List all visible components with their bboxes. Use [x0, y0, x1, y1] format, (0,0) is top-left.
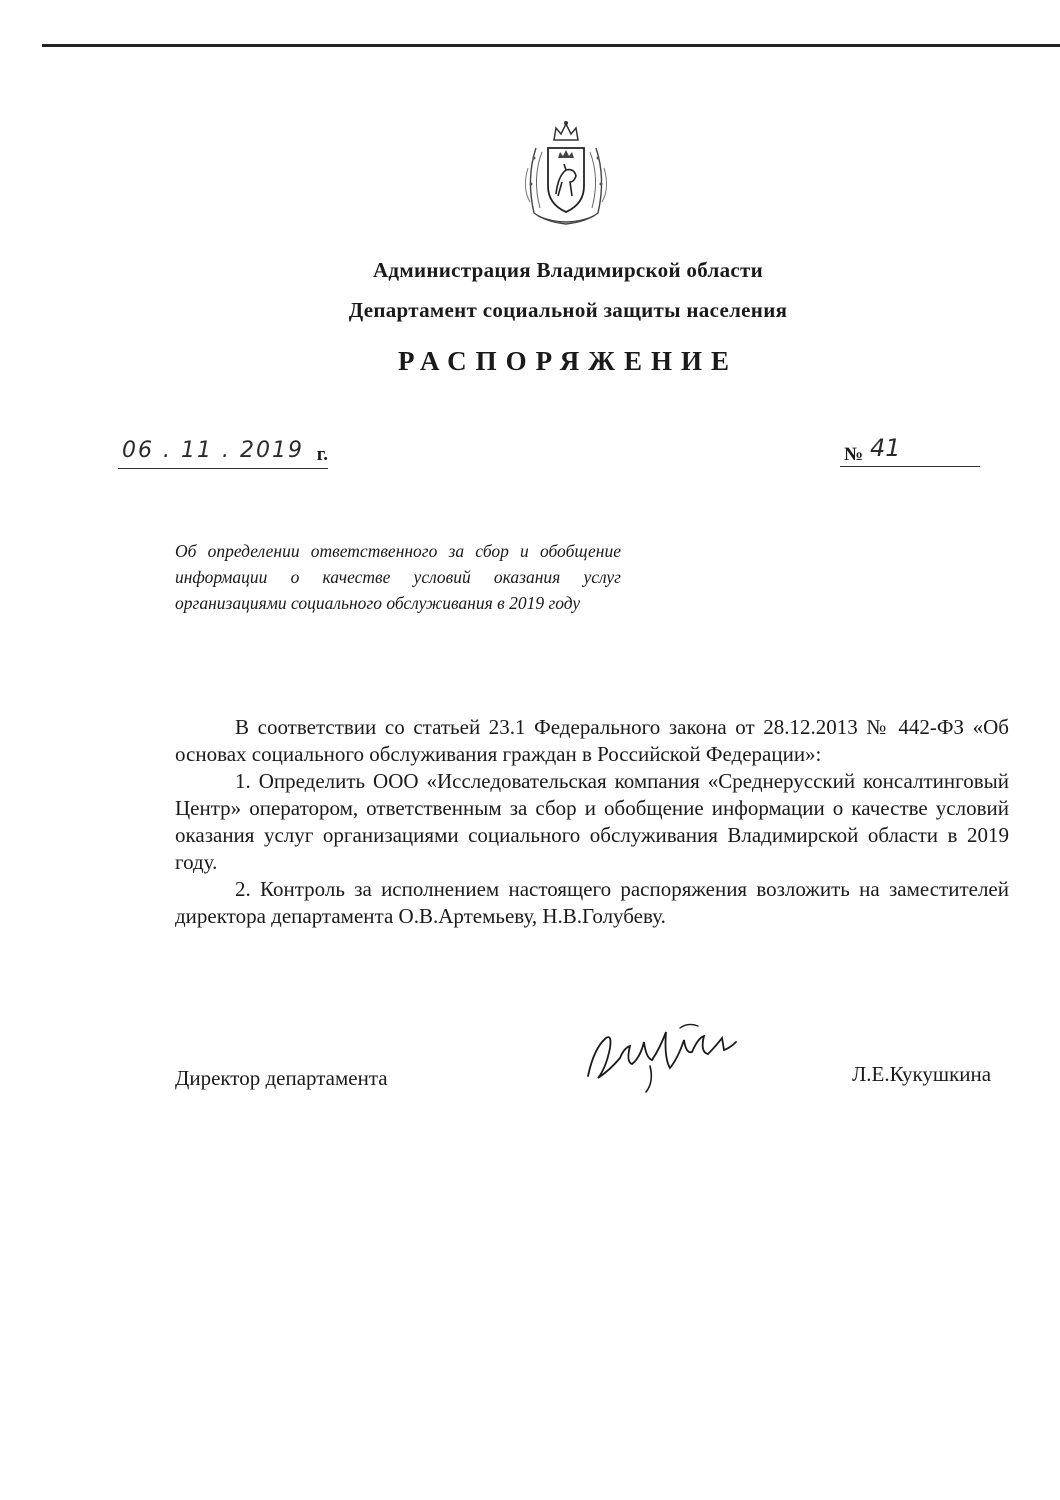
- handwritten-date: 06 . 11 . 2019: [122, 438, 304, 463]
- body-paragraph-preamble: В соответствии со статьей 23.1 Федерального закона от 28.12.2013 № 442-ФЗ «Об основах социального обслуживания граждан в Российской Федерации»:: [175, 715, 1009, 766]
- document-number: [840, 436, 980, 467]
- signatory-name: Л.Е.Кукушкина: [852, 1062, 992, 1086]
- document-type-title: РАСПОРЯЖЕНИЕ: [397, 346, 739, 376]
- organization-name: Администрация Владимирской области: [372, 258, 764, 282]
- document-subject: Об определении ответственного за сбор и обобщение информации о качестве условий оказания услуг организациями социального обслуживания в 2019 году: [175, 541, 621, 613]
- coat-of-arms-icon: [516, 118, 616, 228]
- department-name: Департамент социальной защиты населения: [348, 298, 788, 322]
- top-border-line: [42, 44, 1060, 47]
- number-label: №: [844, 444, 864, 465]
- document-body: [175, 714, 1009, 930]
- body-paragraph-item-1: 1. Определить ООО «Исследовательская компания «Среднерусский консалтинговый Центр» оператором, ответственным за сбор и обобщение информации о качестве условий оказания услуг организациями социального обслуживания Владимирской области в 2019 году.: [175, 769, 1009, 874]
- handwritten-signature-icon: [580, 1018, 760, 1098]
- date-suffix: г.: [316, 444, 328, 465]
- signatory-position: Директор департамента: [175, 1066, 388, 1090]
- document-date: [118, 438, 328, 469]
- body-paragraph-item-2: 2. Контроль за исполнением настоящего распоряжения возложить на заместителей директора департамента О.В.Артемьеву, Н.В.Голубеву.: [175, 877, 1009, 928]
- handwritten-number: 41: [870, 434, 901, 462]
